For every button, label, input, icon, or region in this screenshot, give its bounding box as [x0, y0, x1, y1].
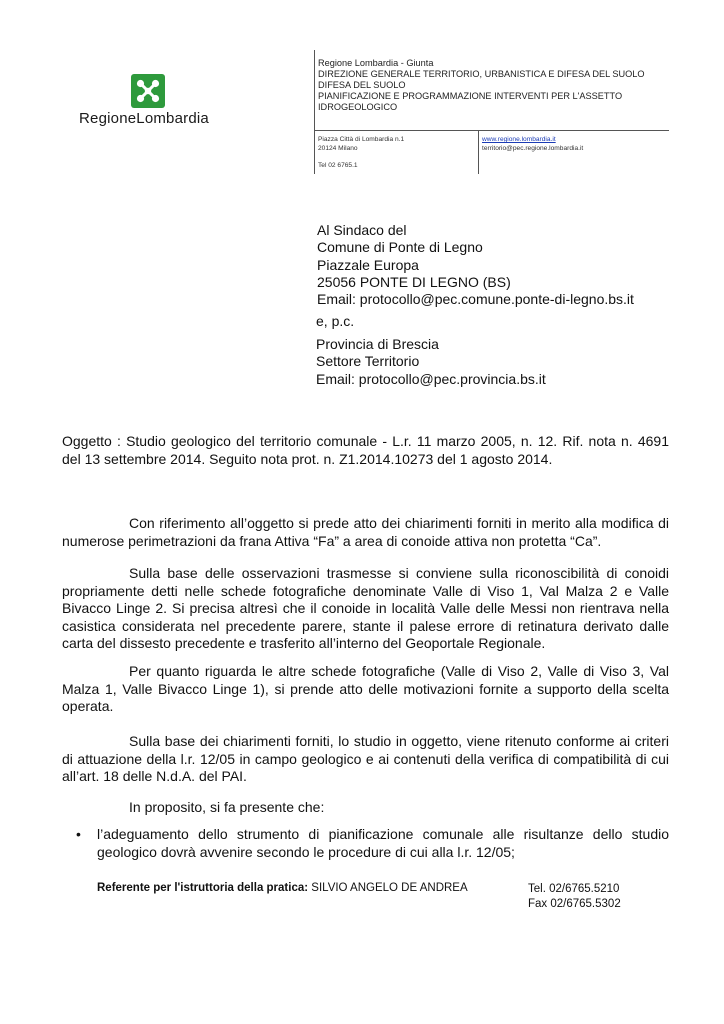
cc-line: Settore Territorio — [316, 353, 420, 370]
header-line: DIREZIONE GENERALE TERRITORIO, URBANISTICA E DIFESA DEL SUOLO — [318, 69, 645, 79]
cc-line: Provincia di Brescia — [316, 336, 439, 352]
header-department-block — [318, 58, 658, 113]
body-paragraph: Per quanto riguarda le altre schede fotografiche (Valle di Viso 2, Valle di Viso 3, Val Malza 1, Valle Bivacco Linge 1), si prende atto delle motivazioni fornite a supporto della scelta operata. — [62, 663, 669, 715]
body-paragraph: Sulla base dei chiarimenti forniti, lo studio in oggetto, viene ritenuto conforme ai criteri di attuazione della l.r. 12/05 in campo geologico e ai contenuti della verifica di compatibilità di cui all’art. 18 delle N.d.A. del PAI. — [62, 733, 669, 785]
cc-recipient-block — [316, 336, 546, 388]
header-line: PIANIFICAZIONE E PROGRAMMAZIONE INTERVENTI PER L'ASSETTO — [318, 91, 623, 101]
body-paragraph: Con riferimento all’oggetto si prede atto dei chiarimenti forniti in merito alla modifica di numerose perimetrazioni da frana Attiva “Fa” a area di conoide attiva non protetta “Ca”. — [62, 515, 669, 549]
address-block — [318, 135, 404, 153]
footer-fax: Fax 02/6765.5302 — [528, 898, 621, 910]
footer-contacts — [528, 882, 621, 912]
header-line: DIFESA DEL SUOLO — [318, 80, 406, 90]
address-city: 20124 Milano — [318, 145, 358, 152]
address-street: Piazza Città di Lombardia n.1 — [318, 136, 405, 143]
referent-name: SILVIO ANGELO DE ANDREA — [311, 882, 468, 894]
logo-text: RegioneLombardia — [79, 110, 209, 127]
contact-block — [482, 135, 583, 153]
pec-email: territorio@pec.regione.lombardia.it — [482, 145, 584, 152]
header-divider-vertical — [314, 50, 315, 174]
recipient-line: Al Sindaco del — [317, 222, 407, 238]
referent-label: Referente per l'istruttoria della pratica: — [97, 882, 309, 894]
address-phone: Tel 02 6765.1 — [318, 162, 358, 169]
header-divider-horizontal — [314, 130, 669, 131]
address-divider-vertical — [478, 130, 479, 174]
cc-email: Email: protocollo@pec.provincia.bs.it — [316, 370, 546, 387]
recipient-line: 25056 PONTE DI LEGNO (BS) — [317, 273, 511, 290]
regione-lombardia-logo-icon — [131, 74, 165, 108]
recipient-line: Comune di Ponte di Legno — [317, 239, 483, 256]
website-link[interactable]: www.regione.lombardia.it — [482, 136, 556, 143]
body-paragraph: In proposito, si fa presente che: — [129, 799, 325, 815]
recipient-email: Email: protocollo@pec.comune.ponte-di-legno.bs.it — [317, 291, 634, 308]
header-line: IDROGEOLOGICO — [318, 102, 398, 112]
bullet-item: l’adeguamento dello strumento di pianificazione comunale alle risultanze dello studio geologico dovrà avvenire secondo le procedure di cui alla l.r. 12/05; — [97, 826, 669, 860]
header-line: Regione Lombardia - Giunta — [318, 58, 434, 68]
recipient-line: Piazzale Europa — [317, 256, 419, 273]
body-paragraph: Sulla base delle osservazioni trasmesse si conviene sulla riconoscibilità di conoidi propriamente detti nelle schede fotografiche denominate Valle di Viso 1, Val Malza 2 e Valle Bivacco Linge 2. Si precisa altresì che il conoide in località Valle delle Messi non rientrava nella casistica considerata nel precedente parere, stante il palese errore di retinatura derivato dalle carta del dissesto precedente e trasferito all’interno del Geoportale Regionale. — [62, 565, 669, 652]
subject-line: Oggetto : Studio geologico del territorio comunale - L.r. 11 marzo 2005, n. 12. Rif. nota n. 4691 del 13 settembre 2014. Seguito nota prot. n. Z1.2014.10273 del 1 agosto 2014. — [62, 433, 669, 467]
footer-referent — [97, 882, 468, 894]
bullet-icon: • — [76, 826, 81, 842]
recipient-block — [317, 222, 634, 308]
cc-label: e, p.c. — [316, 313, 355, 329]
footer-tel: Tel. 02/6765.5210 — [528, 883, 620, 895]
